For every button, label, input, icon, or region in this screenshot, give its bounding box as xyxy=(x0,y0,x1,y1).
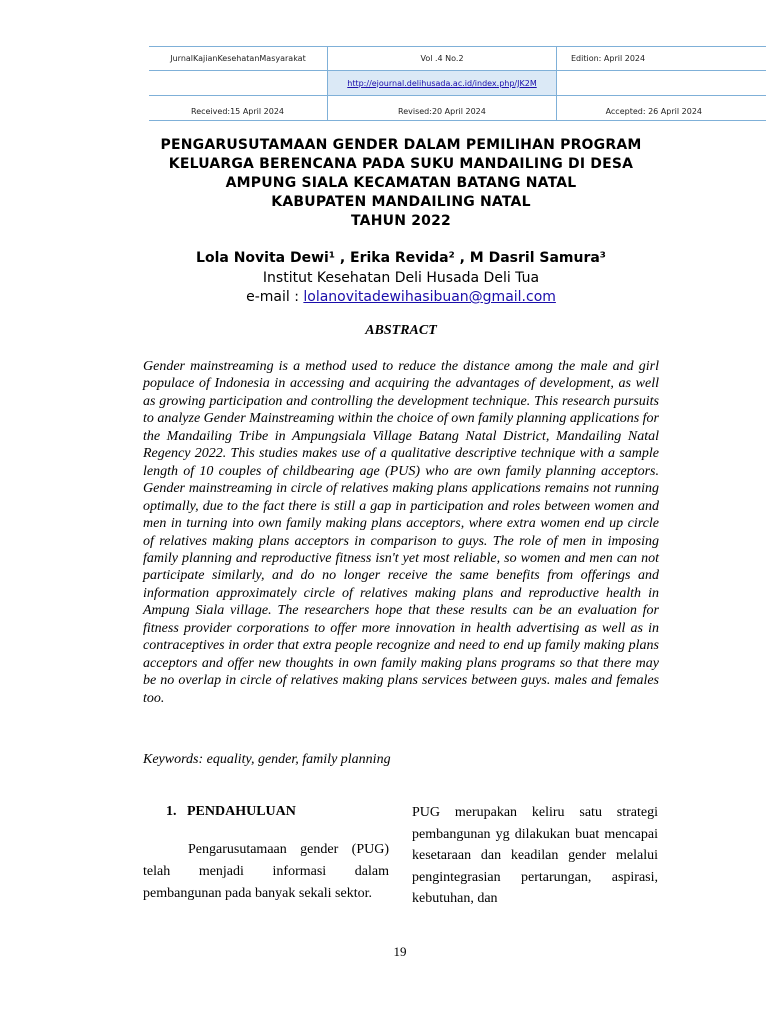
author-list: Lola Novita Dewi¹ , Erika Revida² , M Dasril Samura³ xyxy=(196,250,606,266)
author-institution: Institut Kesehatan Deli Husada Deli Tua xyxy=(262,270,540,286)
title-line: PENGARUSUTAMAAN GENDER DALAM PEMILIHAN PROGRAM xyxy=(160,137,642,153)
body-column-right: PUG merupakan keliru satu strategi pembangunan yg dilakukan buat mencapai kesetaraan dan keadilan gender melalui pengintegrasian pertarungan, aspirasi, kebutuhan, dan xyxy=(412,805,658,906)
header-row-2 xyxy=(149,70,766,95)
accepted-date: Accepted: 26 April 2024 xyxy=(605,107,702,116)
journal-volume: Vol .4 No.2 xyxy=(328,47,557,70)
author-email-line xyxy=(120,287,682,307)
title-line: KABUPATEN MANDAILING NATAL xyxy=(271,194,531,210)
journal-url-link[interactable]: http://ejournal.delihusada.ac.id/index.php/JK2M xyxy=(347,78,537,88)
header-row-3 xyxy=(149,95,766,120)
journal-name: JurnalKajianKesehatanMasyarakat xyxy=(149,47,328,70)
abstract-text: Gender mainstreaming is a method used to reduce the distance among the male and girl populace of Indonesia in accessing and acquiring the advantages of development, as well as growing participation and controlling the development technique. This research pursuits to analyze Gender Mainstreaming within the choice of own family planning applications for the Mandailing Tribe in Ampungsiala Village Batang Natal District, Mandailing Natal Regency 2022. This studies makes use of a qualitative descriptive technique with a sample length of 10 couples of childbearing age (PUS) who are own family planning acceptors. Gender mainstreaming in circle of relatives making plans applications remains not running optimally, due to the fact there is still a gap in participation and roles between women and men in turning into own family making plans acceptors, where extra women end up circle of relatives making plans acceptors in comparison to guys. The role of men in imposing family planning and reproductive fitness isn't yet most reliable, so women and men can not participate similarly, and do no longer receive the same benefits from offerings and information approximately circle of relatives making plans and reproductive health in Ampung Siala village. The researchers hope that these results can be an evaluation for fitness provider corporations to offer more innovation in health advertising as well as in contraceptives in order that extra people recognize and need to end up family making plans acceptors and offer new thoughts in own family making plans programs so that there may be no overlap in circle of relatives making plans services between guys. males and females too. xyxy=(143,359,659,706)
page-number: 19 xyxy=(393,944,407,959)
title-line: AMPUNG SIALA KECAMATAN BATANG NATAL xyxy=(225,175,577,191)
title-line: KELUARGA BERENCANA PADA SUKU MANDAILING DI DESA xyxy=(168,156,634,172)
paper-title xyxy=(120,136,682,231)
header-empty-cell xyxy=(149,71,328,95)
header-row-1 xyxy=(149,47,766,70)
keywords: Keywords: equality, gender, family planning xyxy=(143,752,391,767)
section-heading-introduction: 1. PENDAHULUAN xyxy=(166,804,296,819)
title-line: TAHUN 2022 xyxy=(351,213,451,229)
revised-date: Revised:20 April 2024 xyxy=(328,96,557,120)
received-date: Received:15 April 2024 xyxy=(149,96,328,120)
abstract-heading: ABSTRACT xyxy=(365,323,437,338)
email-label: e-mail : xyxy=(246,289,304,305)
body-column-left: Pengarusutamaan gender (PUG) telah menjadi informasi dalam pembangunan pada banyak sekali sektor. xyxy=(143,842,389,901)
journal-url-cell xyxy=(328,71,557,95)
journal-edition: Edition: April 2024 xyxy=(571,54,646,63)
journal-header-table xyxy=(149,46,766,121)
email-link[interactable]: lolanovitadewihasibuan@gmail.com xyxy=(303,289,556,305)
header-empty-cell-2 xyxy=(557,71,766,95)
